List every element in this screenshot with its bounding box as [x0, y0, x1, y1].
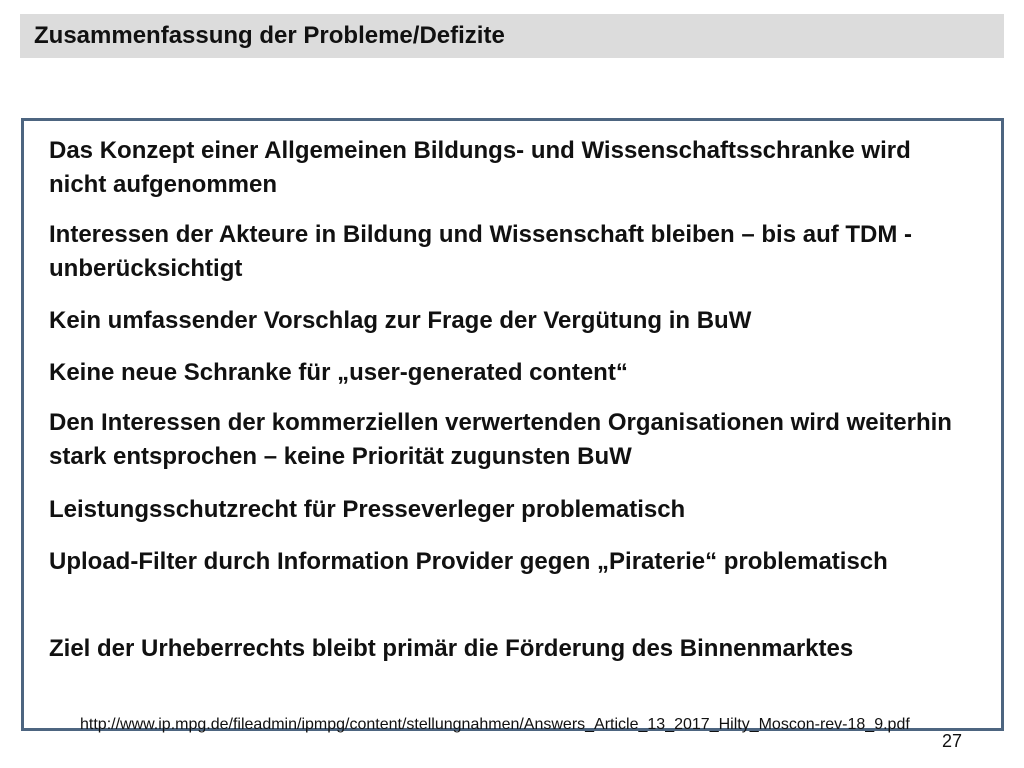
- slide-title-bar: [20, 14, 1004, 58]
- source-link[interactable]: http://www.ip.mpg.de/fileadmin/ipmpg/content/stellungnahmen/Answers_Article_13_2017_Hilty_Moscon-rev-18_9.pdf: [80, 716, 910, 733]
- bullet-item: Upload-Filter durch Information Provider gegen „Piraterie“ problematisch: [49, 548, 888, 575]
- bullet-item: Keine neue Schranke für „user-generated content“: [49, 359, 628, 386]
- bullet-item: Ziel der Urheberrechts bleibt primär die Förderung des Binnenmarktes: [49, 635, 854, 662]
- bullet-item: Den Interessen der kommerziellen verwertenden Organisationen wird weiterhin stark entsprochen – keine Priorität zugunsten BuW: [49, 409, 952, 470]
- bullet-item: Das Konzept einer Allgemeinen Bildungs- und Wissenschaftsschranke wird nicht aufgenommen: [49, 137, 911, 198]
- page-number: 27: [942, 731, 963, 751]
- slide-title: Zusammenfassung der Probleme/Defizite: [34, 22, 505, 49]
- bullet-item: Interessen der Akteure in Bildung und Wissenschaft bleiben – bis auf TDM - unberücksichtigt: [49, 221, 913, 282]
- content-box: [21, 118, 1004, 731]
- bullet-item: Kein umfassender Vorschlag zur Frage der Vergütung in BuW: [49, 307, 752, 334]
- bullet-item: Leistungsschutzrecht für Presseverleger problematisch: [49, 496, 686, 523]
